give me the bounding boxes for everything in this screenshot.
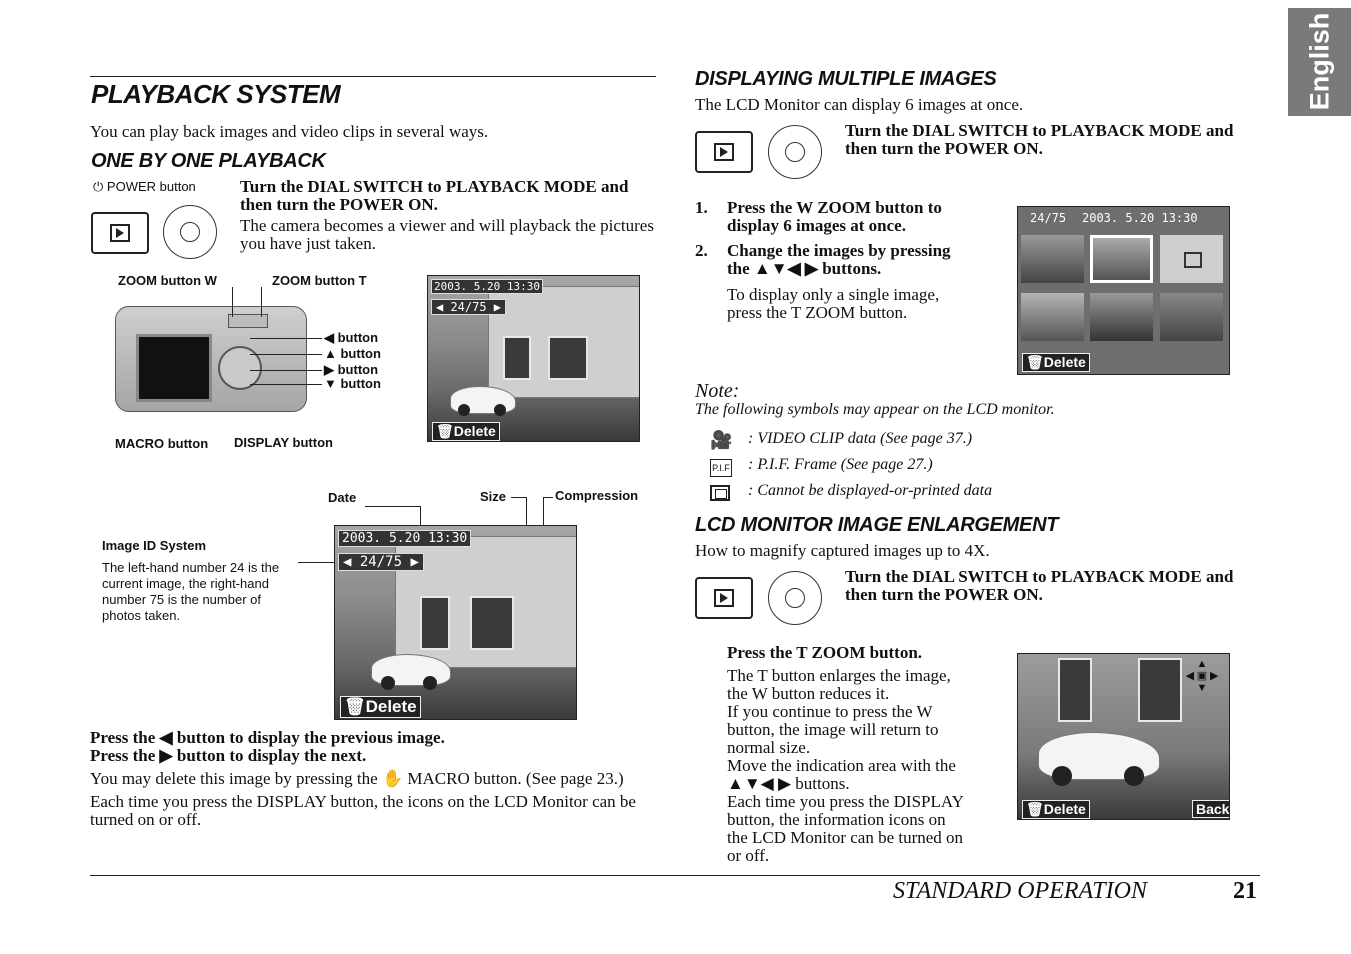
- cannot-display-icon: [710, 485, 730, 501]
- display-text: Each time you press the DISPLAY button, the icons on the LCD Monitor can be turned on or off.: [90, 792, 636, 829]
- multi-lcd-date: 2003. 5.20 13:30: [1082, 211, 1198, 225]
- playback-mode-icon-3: [695, 577, 753, 619]
- compression-label: Compression: [555, 488, 639, 503]
- step-instruction: Turn the DIAL SWITCH to PLAYBACK MODE and then turn the POWER ON. The camera becomes a viewer and will playback the pictures you have just taken.: [240, 177, 654, 253]
- thumb-5: [1090, 293, 1153, 341]
- note-item-cannot: : Cannot be displayed-or-printed data: [748, 482, 993, 499]
- press-t-zoom: Press the T ZOOM button.: [727, 643, 923, 662]
- step2-number: 2.: [695, 241, 708, 260]
- page-title: PLAYBACK SYSTEM: [91, 79, 341, 109]
- display-label: DISPLAY button: [234, 435, 333, 450]
- lcd-counter: ◀ 24/75 ▶: [431, 299, 506, 315]
- note-item-pif: : P.I.F. Frame (See page 27.): [748, 456, 933, 473]
- page-number: 21: [1233, 878, 1257, 904]
- lcd-annotated-image: [334, 525, 577, 720]
- multi-lcd-delete-button: 🗑Delete: [1022, 353, 1090, 372]
- note-intro: The following symbols may appear on the LCD monitor.: [695, 401, 1055, 418]
- right-button-label: ▶ button: [324, 362, 379, 377]
- enlargement-intro: How to magnify captured images up to 4X.: [695, 541, 990, 560]
- power-icon: ⏻: [93, 179, 104, 194]
- press-prev-text: Press the ◀ button to display the previous image.: [90, 728, 445, 747]
- down-button-label: ▼ button: [324, 376, 381, 391]
- note-item-video: : VIDEO CLIP data (See page 37.): [748, 430, 973, 447]
- image-id-title: Image ID System: [102, 538, 207, 553]
- step1-text: Press the W ZOOM button to display 6 images at once.: [727, 198, 942, 235]
- camera-diagram: [110, 270, 430, 460]
- multiple-intro: The LCD Monitor can display 6 images at once.: [695, 95, 1024, 114]
- thumb-2: [1090, 235, 1153, 283]
- step2-text: Change the images by pressing the ▲▼◀ ▶ buttons.: [727, 241, 951, 278]
- section-heading-enlargement: LCD MONITOR IMAGE ENLARGEMENT: [695, 514, 1059, 536]
- diagram-lcd-date: 2003. 5.20 13:30: [338, 530, 471, 547]
- diagram-lcd-counter: ◀ 24/75 ▶: [338, 553, 424, 571]
- mode-dial-icon-3: [768, 571, 822, 625]
- note-title: Note:: [695, 380, 740, 402]
- pif-frame-icon: P.I.F: [710, 459, 732, 477]
- lcd-multi-image: [1017, 206, 1230, 375]
- lcd-enlarged-image: [1017, 653, 1230, 820]
- enlarged-lcd-back-button: Back: [1192, 800, 1230, 818]
- intro-text: You can play back images and video clips in several ways.: [90, 122, 489, 141]
- delete-text: You may delete this image by pressing the ✋ MACRO button. (See page 23.): [90, 769, 624, 788]
- image-id-text: The left-hand number 24 is the current image, the right-hand number 75 is the number of photos taken.: [102, 560, 280, 623]
- thumb-6: [1160, 293, 1223, 341]
- footer-section: STANDARD OPERATION: [893, 878, 1147, 904]
- thumb-4: [1021, 293, 1084, 341]
- mode-dial-icon: [163, 205, 217, 259]
- size-label: Size: [480, 489, 507, 504]
- multiple-step-instruction: Turn the DIAL SWITCH to PLAYBACK MODE and then turn the POWER ON.: [845, 121, 1234, 158]
- step2-note: To display only a single image, press the T ZOOM button.: [727, 285, 940, 322]
- navigation-arrows-icon: ▲ ◀ ▣ ▶ ▼: [1185, 658, 1219, 694]
- zoom-t-label: ZOOM button T: [272, 273, 367, 288]
- playback-mode-icon: [91, 212, 149, 254]
- section-heading-one-by-one: ONE BY ONE PLAYBACK: [91, 150, 326, 172]
- video-clip-icon: 🎥: [710, 430, 733, 450]
- lcd-playback-image: [427, 275, 640, 442]
- mode-dial-icon-2: [768, 125, 822, 179]
- footer-rule: [90, 875, 1260, 876]
- zoom-buttons: [228, 314, 268, 328]
- power-label: ⏻ POWER button: [93, 179, 196, 194]
- camera-screen: [136, 334, 212, 402]
- press-next-text: Press the ▶ button to display the next.: [90, 746, 367, 765]
- section-heading-multiple: DISPLAYING MULTIPLE IMAGES: [695, 68, 997, 90]
- left-button-label: ◀ button: [324, 330, 379, 345]
- enlargement-step-instruction: Turn the DIAL SWITCH to PLAYBACK MODE and then turn the POWER ON.: [845, 567, 1234, 604]
- date-label: Date: [328, 490, 357, 505]
- diagram-lcd-delete-button: 🗑Delete: [340, 696, 421, 718]
- lcd-delete-button: 🗑Delete: [432, 422, 500, 441]
- thumb-3: [1160, 235, 1223, 283]
- enlargement-description: The T button enlarges the image, the W button reduces it. If you continue to press the W button, the image will return to normal size. Move the indication area with the ▲▼◀ ▶ buttons. Each time you press the DISPLAY button, the information icons on the LCD Monitor can be turned on or off.: [727, 666, 964, 865]
- multi-lcd-counter: 24/75: [1030, 211, 1067, 225]
- macro-label: MACRO button: [115, 436, 209, 451]
- thumb-1: [1021, 235, 1084, 283]
- up-button-label: ▲ button: [324, 346, 381, 361]
- lcd-date: 2003. 5.20 13:30: [431, 279, 543, 294]
- enlarged-lcd-delete-button: 🗑Delete: [1022, 800, 1090, 819]
- language-tab: [1288, 8, 1351, 116]
- title-rule: [90, 76, 656, 77]
- language-tab-label: English: [1304, 12, 1335, 111]
- playback-mode-icon-2: [695, 131, 753, 173]
- zoom-w-label: ZOOM button W: [118, 273, 217, 288]
- step1-number: 1.: [695, 198, 708, 217]
